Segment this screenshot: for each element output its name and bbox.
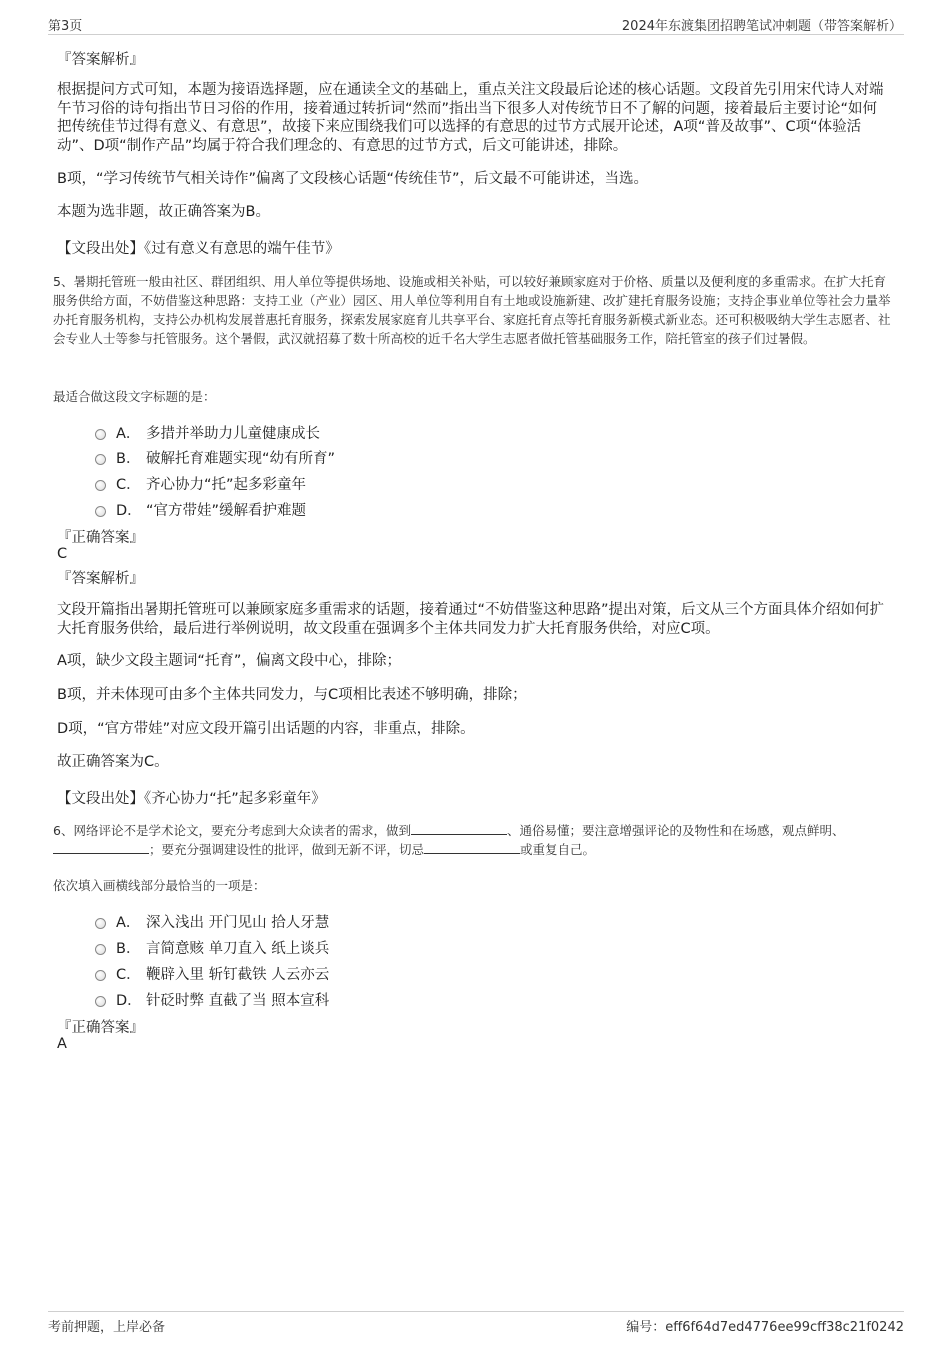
question-5-option-c[interactable] bbox=[95, 473, 306, 493]
analysis-paragraph: B项，并未体现可由多个主体共同发力，与C项相比表述不够明确，排除； bbox=[57, 687, 527, 703]
analysis-paragraph: B项，“学习传统节气相关诗作”偏离了文段核心话题“传统佳节”，后文最不可能讲述，当选。 bbox=[57, 171, 648, 187]
analysis-paragraph: 故正确答案为C。 bbox=[57, 754, 169, 770]
question-5-option-d[interactable] bbox=[95, 499, 306, 519]
radio-icon[interactable] bbox=[95, 944, 106, 955]
option-letter: B． bbox=[116, 451, 141, 467]
correct-answer-label: 『正确答案』 bbox=[57, 530, 144, 546]
question-6-option-a[interactable] bbox=[95, 911, 329, 931]
question-6-option-c[interactable] bbox=[95, 963, 329, 983]
radio-icon[interactable] bbox=[95, 918, 106, 929]
page-header bbox=[48, 12, 904, 35]
fill-blank bbox=[411, 822, 507, 835]
question-6-option-b[interactable] bbox=[95, 937, 329, 957]
passage-source: 【文段出处】《齐心协力“托”起多彩童年》 bbox=[57, 791, 326, 807]
correct-answer-label: 『正确答案』 bbox=[57, 1020, 144, 1036]
analysis-label: 『答案解析』 bbox=[57, 571, 144, 587]
question-6-text bbox=[53, 821, 893, 859]
analysis-label: 『答案解析』 bbox=[57, 52, 144, 68]
analysis-paragraph: A项，缺少文段主题词“托育”，偏离文段中心，排除； bbox=[57, 653, 401, 669]
question-text-part: 6、网络评论不是学术论文，要充分考虑到大众读者的需求，做到 bbox=[53, 823, 411, 838]
option-text: 齐心协力“托”起多彩童年 bbox=[146, 477, 307, 493]
option-letter: C． bbox=[116, 477, 141, 493]
option-letter: A． bbox=[116, 426, 141, 442]
option-letter: A． bbox=[116, 915, 141, 931]
option-text: 言简意赅 单刀直入 纸上谈兵 bbox=[146, 941, 330, 957]
option-text: 深入浅出 开门见山 拾人牙慧 bbox=[146, 915, 330, 931]
footer-slogan: 考前押题，上岸必备 bbox=[48, 1320, 166, 1335]
option-text: “官方带娃”缓解看护难题 bbox=[146, 503, 307, 519]
question-text-part: 或重复自己。 bbox=[520, 842, 596, 857]
fill-blank bbox=[53, 841, 149, 854]
question-6-option-d[interactable] bbox=[95, 989, 329, 1009]
question-5-text: 5、暑期托管班一般由社区、群团组织、用人单位等提供场地、设施或相关补贴，可以较好兼顾家庭对于价格、质量以及便利度的多重需求。在扩大托育服务供给方面，不妨借鉴这种思路：支持工业（产业）园区、用人单位等利用自有土地或设施新建、改扩建托育服务设施；支持企事业单位等社会力量举办托育服务机构，支持公办机构发展普惠托育服务，探索发展家庭育儿共享平台、家庭托育点等托育服务新模式新业态。还可积极吸纳大学生志愿者、社会专业人士等参与托管服务。这个暑假，武汉就招募了数十所高校的近千名大学生志愿者做托管基础服务工作，陪托管室的孩子们过暑假。 bbox=[53, 274, 891, 346]
question-6-prompt: 依次填入画横线部分最恰当的一项是： bbox=[53, 878, 266, 893]
option-letter: B． bbox=[116, 941, 141, 957]
option-letter: D． bbox=[116, 503, 142, 519]
radio-icon[interactable] bbox=[95, 970, 106, 981]
passage-source: 【文段出处】《过有意义有意思的端午佳节》 bbox=[57, 241, 340, 257]
analysis-paragraph: 文段开篇指出暑期托管班可以兼顾家庭多重需求的话题，接着通过“不妨借鉴这种思路”提出对策，后文从三个方面具体介绍如何扩大托育服务供给，最后进行举例说明，故文段重在强调多个主体共同发力扩大托育服务供给，对应C项。 bbox=[57, 602, 885, 637]
radio-icon[interactable] bbox=[95, 996, 106, 1007]
correct-answer: C bbox=[57, 546, 68, 562]
fill-blank bbox=[424, 841, 520, 854]
radio-icon[interactable] bbox=[95, 429, 106, 440]
radio-icon[interactable] bbox=[95, 480, 106, 491]
analysis-paragraph: 本题为选非题，故正确答案为B。 bbox=[57, 204, 270, 220]
page-footer bbox=[48, 1311, 904, 1336]
option-text: 鞭辟入里 斩钉截铁 人云亦云 bbox=[146, 967, 330, 983]
question-5-option-a[interactable] bbox=[95, 422, 320, 442]
question-5-prompt: 最适合做这段文字标题的是： bbox=[53, 389, 216, 404]
correct-answer: A bbox=[57, 1036, 67, 1052]
page-number: 第3页 bbox=[48, 19, 83, 34]
option-text: 破解托育难题实现“幼有所育” bbox=[146, 451, 336, 467]
option-text: 多措并举助力儿童健康成长 bbox=[146, 426, 320, 442]
option-letter: C． bbox=[116, 967, 141, 983]
document-title: 2024年东渡集团招聘笔试冲刺题（带答案解析） bbox=[621, 19, 902, 34]
radio-icon[interactable] bbox=[95, 454, 106, 465]
radio-icon[interactable] bbox=[95, 506, 106, 517]
analysis-paragraph: D项，“官方带娃”对应文段开篇引出话题的内容，非重点，排除。 bbox=[57, 721, 475, 737]
option-text: 针砭时弊 直截了当 照本宣科 bbox=[146, 993, 330, 1009]
document-id: 编号：eff6f64d7ed4776ee99cff38c21f0242 bbox=[626, 1320, 904, 1335]
analysis-paragraph: 根据提问方式可知，本题为接语选择题，应在通读全文的基础上，重点关注文段最后论述的核心话题。文段首先引用宋代诗人对端午节习俗的诗句指出节日习俗的作用，接着通过转折词“然而”指出当下很多人对传统节日不了解的问题，接着最后主要讨论“如何把传统佳节过得有意义、有意思”，故接下来应围绕我们可以选择的有意思的过节方式展开论述，A项“普及故事”、C项“体验活动”、D项“制作产品”均属于符合我们理念的、有意思的过节方式，后文可能讲述，排除。 bbox=[57, 82, 884, 154]
question-5-option-b[interactable] bbox=[95, 447, 335, 467]
option-letter: D． bbox=[116, 993, 142, 1009]
question-text-part: ；要充分强调建设性的批评，做到无新不评，切忌 bbox=[149, 842, 425, 857]
question-text-part: 、通俗易懂；要注意增强评论的及物性和在场感，观点鲜明、 bbox=[506, 823, 845, 838]
